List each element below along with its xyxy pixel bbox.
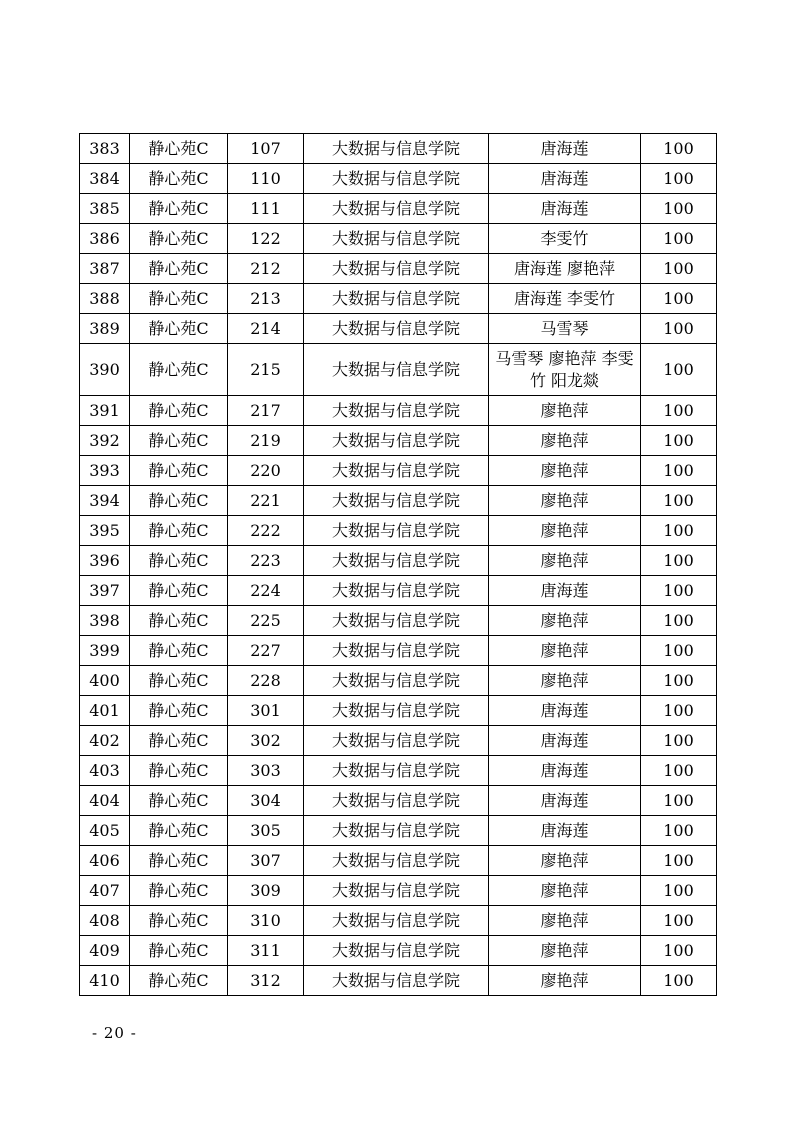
cell-room: 219 [228,426,304,456]
cell-person: 廖艳萍 [489,666,641,696]
cell-college: 大数据与信息学院 [304,344,489,396]
cell-score: 100 [641,876,717,906]
table-row [80,516,717,546]
cell-number: 396 [80,546,130,576]
cell-score: 100 [641,846,717,876]
cell-college: 大数据与信息学院 [304,546,489,576]
cell-building: 静心苑C [130,516,228,546]
cell-number: 391 [80,396,130,426]
table-row [80,456,717,486]
cell-score: 100 [641,426,717,456]
cell-building: 静心苑C [130,816,228,846]
cell-college: 大数据与信息学院 [304,224,489,254]
cell-person: 廖艳萍 [489,396,641,426]
table-row [80,576,717,606]
table-row [80,486,717,516]
cell-number: 409 [80,936,130,966]
cell-building: 静心苑C [130,426,228,456]
cell-building: 静心苑C [130,966,228,996]
table-row [80,936,717,966]
cell-number: 386 [80,224,130,254]
cell-building: 静心苑C [130,876,228,906]
table-row [80,666,717,696]
cell-score: 100 [641,936,717,966]
cell-building: 静心苑C [130,546,228,576]
cell-number: 402 [80,726,130,756]
cell-number: 403 [80,756,130,786]
cell-number: 400 [80,666,130,696]
cell-college: 大数据与信息学院 [304,846,489,876]
cell-college: 大数据与信息学院 [304,876,489,906]
cell-number: 387 [80,254,130,284]
cell-college: 大数据与信息学院 [304,936,489,966]
cell-score: 100 [641,314,717,344]
cell-college: 大数据与信息学院 [304,194,489,224]
cell-building: 静心苑C [130,314,228,344]
cell-building: 静心苑C [130,486,228,516]
cell-score: 100 [641,576,717,606]
cell-person: 廖艳萍 [489,936,641,966]
cell-score: 100 [641,726,717,756]
cell-college: 大数据与信息学院 [304,606,489,636]
cell-college: 大数据与信息学院 [304,696,489,726]
cell-person: 廖艳萍 [489,486,641,516]
cell-person: 廖艳萍 [489,636,641,666]
cell-building: 静心苑C [130,194,228,224]
cell-room: 221 [228,486,304,516]
cell-person: 唐海莲 廖艳萍 [489,254,641,284]
cell-building: 静心苑C [130,936,228,966]
cell-person: 廖艳萍 [489,516,641,546]
cell-score: 100 [641,486,717,516]
table-row [80,426,717,456]
cell-college: 大数据与信息学院 [304,456,489,486]
cell-building: 静心苑C [130,636,228,666]
inspection-table [79,133,717,996]
cell-number: 404 [80,786,130,816]
cell-person: 唐海莲 李雯竹 [489,284,641,314]
cell-building: 静心苑C [130,284,228,314]
cell-number: 393 [80,456,130,486]
cell-room: 222 [228,516,304,546]
cell-person: 唐海莲 [489,164,641,194]
cell-score: 100 [641,344,717,396]
cell-college: 大数据与信息学院 [304,636,489,666]
cell-college: 大数据与信息学院 [304,134,489,164]
cell-number: 397 [80,576,130,606]
cell-building: 静心苑C [130,786,228,816]
cell-college: 大数据与信息学院 [304,396,489,426]
cell-room: 311 [228,936,304,966]
cell-score: 100 [641,134,717,164]
cell-college: 大数据与信息学院 [304,756,489,786]
table-row [80,164,717,194]
cell-number: 394 [80,486,130,516]
cell-college: 大数据与信息学院 [304,516,489,546]
cell-building: 静心苑C [130,906,228,936]
cell-building: 静心苑C [130,224,228,254]
cell-building: 静心苑C [130,666,228,696]
cell-score: 100 [641,756,717,786]
cell-number: 407 [80,876,130,906]
cell-person: 李雯竹 [489,224,641,254]
cell-number: 401 [80,696,130,726]
cell-number: 406 [80,846,130,876]
table-row [80,876,717,906]
cell-room: 224 [228,576,304,606]
table-row [80,224,717,254]
cell-number: 389 [80,314,130,344]
table-row [80,726,717,756]
cell-score: 100 [641,194,717,224]
cell-room: 302 [228,726,304,756]
cell-building: 静心苑C [130,696,228,726]
cell-room: 309 [228,876,304,906]
cell-score: 100 [641,284,717,314]
cell-building: 静心苑C [130,576,228,606]
cell-room: 213 [228,284,304,314]
cell-room: 307 [228,846,304,876]
cell-person: 唐海莲 [489,696,641,726]
page-number: - 20 - [92,1024,137,1042]
cell-score: 100 [641,636,717,666]
cell-person: 唐海莲 [489,816,641,846]
cell-number: 390 [80,344,130,396]
cell-room: 301 [228,696,304,726]
table-row [80,636,717,666]
cell-person: 廖艳萍 [489,906,641,936]
cell-building: 静心苑C [130,606,228,636]
cell-score: 100 [641,396,717,426]
cell-person: 唐海莲 [489,576,641,606]
table-row [80,606,717,636]
table-row [80,284,717,314]
cell-person: 唐海莲 [489,786,641,816]
cell-room: 215 [228,344,304,396]
cell-college: 大数据与信息学院 [304,576,489,606]
cell-room: 310 [228,906,304,936]
cell-number: 398 [80,606,130,636]
cell-number: 383 [80,134,130,164]
cell-person: 唐海莲 [489,726,641,756]
cell-score: 100 [641,666,717,696]
cell-person: 马雪琴 廖艳萍 李雯竹 阳龙燚 [489,344,641,396]
cell-room: 305 [228,816,304,846]
cell-college: 大数据与信息学院 [304,726,489,756]
cell-room: 227 [228,636,304,666]
cell-number: 388 [80,284,130,314]
cell-number: 384 [80,164,130,194]
cell-college: 大数据与信息学院 [304,486,489,516]
cell-person: 廖艳萍 [489,456,641,486]
table-row [80,906,717,936]
cell-number: 408 [80,906,130,936]
cell-room: 217 [228,396,304,426]
cell-building: 静心苑C [130,846,228,876]
cell-score: 100 [641,696,717,726]
cell-number: 410 [80,966,130,996]
cell-score: 100 [641,606,717,636]
cell-person: 廖艳萍 [489,426,641,456]
table-row [80,816,717,846]
cell-number: 392 [80,426,130,456]
cell-score: 100 [641,516,717,546]
cell-person: 廖艳萍 [489,606,641,636]
cell-number: 385 [80,194,130,224]
cell-building: 静心苑C [130,134,228,164]
cell-person: 廖艳萍 [489,846,641,876]
cell-room: 312 [228,966,304,996]
cell-college: 大数据与信息学院 [304,786,489,816]
cell-building: 静心苑C [130,254,228,284]
cell-person: 唐海莲 [489,756,641,786]
cell-score: 100 [641,254,717,284]
table-row [80,966,717,996]
cell-college: 大数据与信息学院 [304,816,489,846]
cell-room: 111 [228,194,304,224]
cell-college: 大数据与信息学院 [304,966,489,996]
table-row [80,546,717,576]
cell-number: 405 [80,816,130,846]
cell-person: 廖艳萍 [489,876,641,906]
cell-room: 220 [228,456,304,486]
table-row [80,396,717,426]
cell-room: 214 [228,314,304,344]
cell-room: 110 [228,164,304,194]
cell-college: 大数据与信息学院 [304,906,489,936]
cell-number: 399 [80,636,130,666]
cell-building: 静心苑C [130,726,228,756]
cell-number: 395 [80,516,130,546]
cell-building: 静心苑C [130,456,228,486]
cell-score: 100 [641,906,717,936]
cell-room: 225 [228,606,304,636]
cell-score: 100 [641,966,717,996]
cell-room: 107 [228,134,304,164]
cell-score: 100 [641,786,717,816]
table-row [80,134,717,164]
table-row [80,194,717,224]
table-row [80,344,717,396]
cell-person: 唐海莲 [489,134,641,164]
cell-person: 唐海莲 [489,194,641,224]
cell-person: 廖艳萍 [489,966,641,996]
table-row [80,756,717,786]
cell-room: 212 [228,254,304,284]
cell-building: 静心苑C [130,344,228,396]
cell-college: 大数据与信息学院 [304,666,489,696]
cell-room: 122 [228,224,304,254]
cell-college: 大数据与信息学院 [304,284,489,314]
cell-score: 100 [641,816,717,846]
table-row [80,786,717,816]
cell-college: 大数据与信息学院 [304,426,489,456]
cell-building: 静心苑C [130,396,228,426]
cell-room: 228 [228,666,304,696]
table-row [80,314,717,344]
cell-person: 廖艳萍 [489,546,641,576]
cell-college: 大数据与信息学院 [304,254,489,284]
table-body [80,134,717,996]
cell-score: 100 [641,456,717,486]
cell-room: 223 [228,546,304,576]
cell-room: 304 [228,786,304,816]
cell-college: 大数据与信息学院 [304,164,489,194]
table-row [80,846,717,876]
cell-college: 大数据与信息学院 [304,314,489,344]
table-row [80,696,717,726]
cell-score: 100 [641,546,717,576]
table-row [80,254,717,284]
cell-score: 100 [641,164,717,194]
cell-building: 静心苑C [130,164,228,194]
cell-person: 马雪琴 [489,314,641,344]
cell-building: 静心苑C [130,756,228,786]
cell-room: 303 [228,756,304,786]
cell-score: 100 [641,224,717,254]
